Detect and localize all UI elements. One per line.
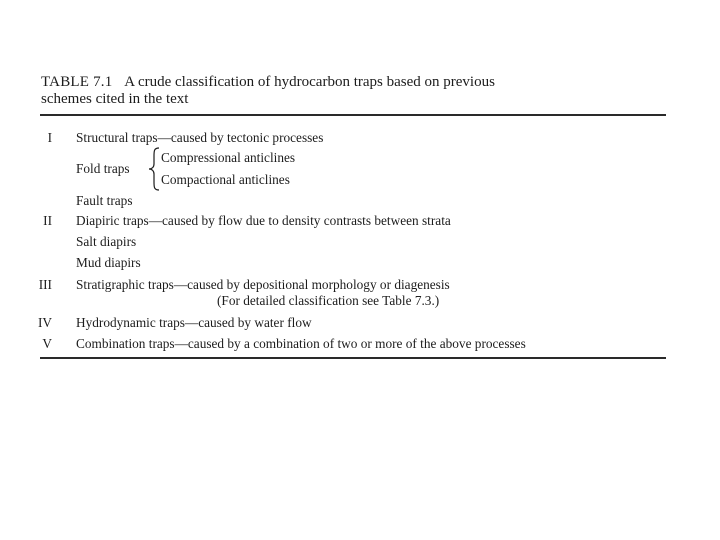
row-compressional-anticlines: Compressional anticlines [161, 150, 296, 165]
table-caption [41, 74, 661, 108]
table-title-line2: schemes cited in the text [41, 91, 189, 107]
row-numeral-ii: II [43, 213, 52, 228]
row-numeral-i: I [47, 130, 52, 145]
row-combination-traps: Combination traps—caused by a combination of two or more of the above processes [76, 336, 526, 351]
row-fault-traps: Fault traps [76, 193, 133, 208]
row-compactional-anticlines: Compactional anticlines [161, 172, 290, 187]
row-diapiric-traps: Diapiric traps—caused by flow due to density contrasts between strata [76, 213, 451, 228]
row-fold-traps: Fold traps [76, 161, 130, 176]
curly-brace-icon [147, 147, 161, 191]
table-top-rule [40, 114, 666, 116]
row-numeral-iv: IV [37, 315, 52, 330]
table-label: TABLE 7.1 [41, 74, 113, 90]
row-hydrodynamic-traps: Hydrodynamic traps—caused by water flow [76, 315, 312, 330]
row-numeral-v: V [42, 336, 52, 351]
table-title-line1: A crude classification of hydrocarbon traps based on previous [124, 74, 495, 90]
row-mud-diapirs: Mud diapirs [76, 255, 141, 270]
row-stratigraphic-note: (For detailed classification see Table 7.3.) [217, 293, 440, 308]
row-structural-traps: Structural traps—caused by tectonic processes [76, 130, 324, 145]
row-salt-diapirs: Salt diapirs [76, 234, 137, 249]
row-numeral-iii: III [38, 277, 52, 292]
table-bottom-rule [40, 357, 666, 359]
row-stratigraphic-traps: Stratigraphic traps—caused by depositional morphology or diagenesis [76, 277, 450, 292]
